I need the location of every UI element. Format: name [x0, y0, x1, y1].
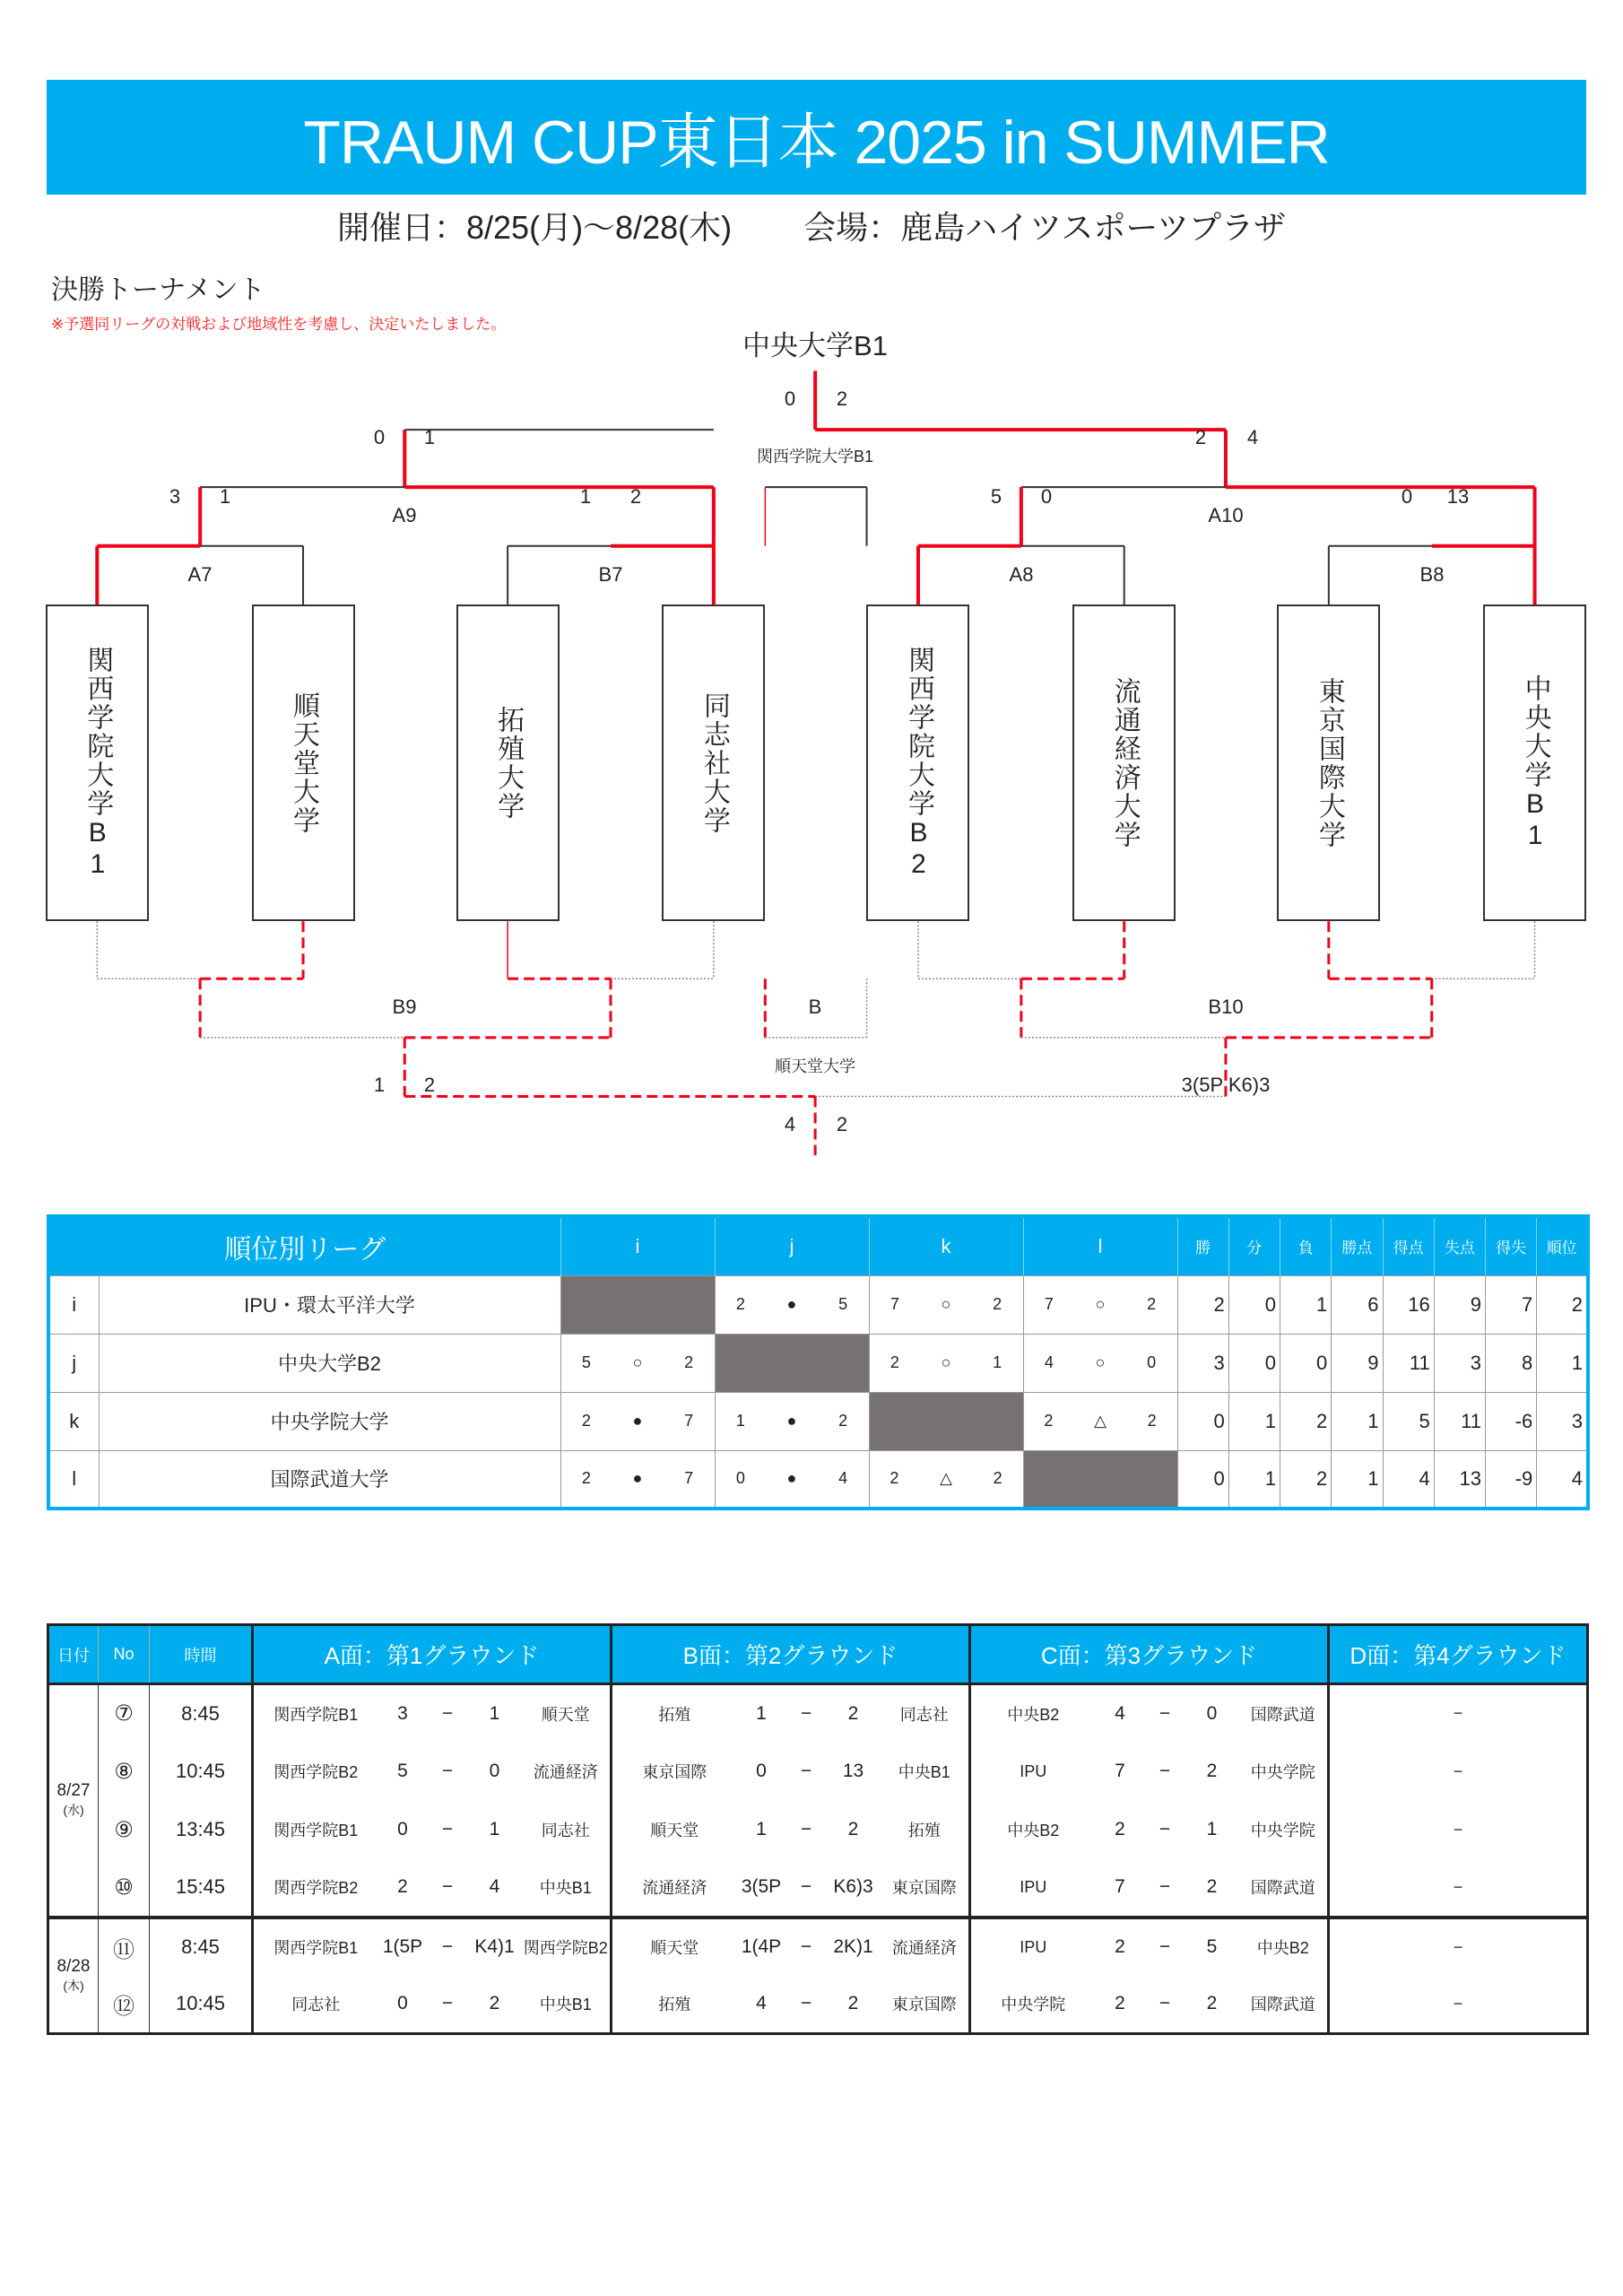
- match-label: B8: [1419, 562, 1445, 586]
- team-name: 関西学院大学B1: [82, 645, 113, 881]
- court-a-score-away: 0: [489, 1761, 500, 1781]
- score: 4: [784, 1112, 796, 1135]
- court-a-score-dash: −: [441, 1761, 454, 1781]
- court-c-score-dash: −: [1159, 1702, 1171, 1724]
- court-a-score-home: 0: [397, 1993, 408, 2014]
- schedule-row: [48, 1976, 1588, 2034]
- court-c-score-away: 2: [1206, 1761, 1218, 1781]
- court-a-team-away: 同志社: [541, 1822, 590, 1839]
- header-no: No: [99, 1625, 150, 1684]
- court-b-score-home: 1: [756, 1819, 767, 1839]
- stat-value: 1: [1537, 1334, 1588, 1392]
- team-box: [252, 604, 355, 921]
- court-a-team-away: 順天堂: [541, 1705, 590, 1724]
- day-of-week: (水): [63, 1803, 84, 1818]
- result-mark: ●: [632, 1412, 643, 1430]
- match-label: B10: [1208, 995, 1244, 1018]
- court-b-score-home: 4: [756, 1993, 767, 2014]
- stat-value: 1: [1332, 1450, 1383, 1509]
- schedule-row: [48, 1801, 1588, 1859]
- court-c-score-dash: −: [1145, 1918, 1185, 1976]
- court-b-score-home: 1(4P: [737, 1918, 786, 1976]
- match-label: A10: [1208, 503, 1244, 526]
- score: 2: [629, 484, 642, 508]
- stat-value: 2: [1280, 1392, 1332, 1450]
- court-d-match: −: [1329, 1684, 1588, 1743]
- result-mark: ○: [1095, 1295, 1106, 1313]
- self-cell: [715, 1334, 869, 1392]
- score-for: 0: [735, 1469, 745, 1488]
- score-for: 2: [1044, 1412, 1054, 1430]
- result-mark: ○: [941, 1295, 951, 1313]
- score-for: 7: [890, 1295, 899, 1313]
- league-row: [48, 1450, 1588, 1509]
- match-result: [1023, 1392, 1177, 1450]
- score: 13: [1446, 484, 1470, 508]
- court-c-team-away: 中央学院: [1250, 1822, 1315, 1839]
- match-label: B7: [598, 562, 623, 586]
- score-for: 4: [1044, 1353, 1054, 1371]
- match-result: [869, 1275, 1023, 1334]
- team-name: 中央学院大学: [99, 1392, 560, 1450]
- day-of-week: (木): [63, 1978, 84, 1993]
- court-a-team-away: 流通経済: [533, 1763, 598, 1781]
- court-c-score-away: 5: [1185, 1918, 1239, 1976]
- score-against: 2: [838, 1412, 848, 1430]
- court-b-score-home: 0: [756, 1761, 767, 1781]
- score-for: 2: [735, 1295, 745, 1313]
- court-a-score-home: 1(5P: [378, 1918, 428, 1976]
- court-b-score-home: 3(5P: [741, 1876, 782, 1897]
- opponent-header: k: [869, 1216, 1023, 1275]
- court-b-team-away: 流通経済: [881, 1918, 970, 1976]
- team-id: k: [48, 1392, 99, 1450]
- stat-value: 2: [1537, 1275, 1588, 1334]
- team-box: [1072, 604, 1176, 921]
- match-result: [715, 1275, 869, 1334]
- stat-value: 9: [1332, 1334, 1383, 1392]
- match-result: [869, 1334, 1023, 1392]
- court-c-score-away: 0: [1206, 1702, 1218, 1724]
- score: 1: [373, 1073, 386, 1096]
- score: 0: [373, 425, 386, 448]
- score: 2: [1194, 425, 1207, 448]
- court-c-team-home: 中央学院: [970, 1976, 1096, 2034]
- court-b-score-away: K6)3: [833, 1876, 873, 1897]
- score: 3: [169, 484, 181, 508]
- court-d-match: −: [1329, 1859, 1588, 1918]
- match-result: [560, 1392, 715, 1450]
- schedule-row: [48, 1918, 1588, 1976]
- court-a-score-dash: −: [441, 1819, 454, 1839]
- court-a-team-home: 関西学院B1: [253, 1801, 378, 1859]
- court-b-score-away: 2: [847, 1993, 859, 2014]
- score-against: 1: [993, 1353, 1002, 1371]
- stat-value: 7: [1486, 1275, 1537, 1334]
- stat-header: 失点: [1434, 1216, 1485, 1275]
- header-court-a: A面：第1グラウンド: [253, 1625, 612, 1684]
- match-number: ⑧: [99, 1743, 150, 1801]
- court-c-score-home: 2: [1115, 1993, 1125, 2014]
- team-name: 中央大学B1: [1520, 674, 1550, 852]
- stat-value: 2: [1177, 1275, 1228, 1334]
- stat-header: 得失: [1486, 1216, 1537, 1275]
- stat-value: 1: [1280, 1275, 1332, 1334]
- result-mark: ●: [786, 1295, 797, 1313]
- stat-value: 0: [1280, 1334, 1332, 1392]
- stat-value: 8: [1486, 1334, 1537, 1392]
- stat-header: 勝: [1177, 1216, 1228, 1275]
- stat-value: 9: [1434, 1275, 1485, 1334]
- court-c-team-home: IPU: [970, 1918, 1096, 1976]
- stat-value: 4: [1383, 1450, 1434, 1509]
- court-a-score-away: K4)1: [468, 1918, 522, 1976]
- court-c-team-home: IPU: [970, 1743, 1096, 1801]
- schedule-table: [47, 1623, 1589, 2035]
- score: 1: [423, 425, 436, 448]
- league-row: [48, 1392, 1588, 1450]
- court-c-score-home: 2: [1115, 1819, 1125, 1839]
- court-c-score-away: 2: [1206, 1876, 1218, 1897]
- court-a-team-away: 中央B1: [539, 1996, 592, 2014]
- stat-value: 11: [1383, 1334, 1434, 1392]
- court-b-team-away: 中央B1: [898, 1763, 950, 1781]
- court-c-score-home: 7: [1115, 1876, 1125, 1897]
- match-time: 10:45: [150, 1976, 253, 2034]
- court-c-score-dash: −: [1159, 1876, 1171, 1897]
- match-date: [48, 1684, 99, 1918]
- league-table: [47, 1214, 1590, 1510]
- score: 1: [579, 484, 592, 508]
- runner-up-name: 関西学院大学B1: [756, 447, 874, 465]
- score: 3(5P K6)3: [1181, 1073, 1271, 1096]
- court-c-score-dash: −: [1159, 1993, 1171, 2014]
- stat-header: 負: [1280, 1216, 1332, 1275]
- stat-value: -6: [1486, 1392, 1537, 1450]
- stat-value: 1: [1228, 1450, 1280, 1509]
- stat-value: 16: [1383, 1275, 1434, 1334]
- court-a-score-away: 4: [489, 1876, 500, 1897]
- score-for: 2: [581, 1412, 591, 1430]
- court-b-score-away: 2: [847, 1819, 859, 1839]
- match-result: [560, 1334, 715, 1392]
- score-against: 2: [1147, 1295, 1157, 1313]
- stat-value: 2: [1280, 1450, 1332, 1509]
- court-b-team-away: 東京国際: [891, 1879, 957, 1897]
- score: 2: [423, 1073, 436, 1096]
- match-result: [560, 1450, 715, 1509]
- stat-value: 3: [1177, 1334, 1228, 1392]
- court-b-score-dash: −: [800, 1876, 812, 1897]
- stat-value: 3: [1537, 1392, 1588, 1450]
- event-dates: 開催日：8/25(月)～8/28(木): [337, 209, 733, 246]
- team-box: [1277, 604, 1380, 921]
- court-a-team-home: 関西学院B1: [253, 1684, 378, 1743]
- stat-value: 13: [1434, 1450, 1485, 1509]
- team-box: [46, 604, 149, 921]
- league-row: [48, 1334, 1588, 1392]
- champion-name: 中央大学B1: [742, 330, 888, 361]
- match-result: [1023, 1334, 1177, 1392]
- court-a-score-home: 2: [397, 1876, 408, 1897]
- page-title: TRAUM CUP東日本 2025 in SUMMER: [303, 108, 1330, 177]
- team-box: [866, 604, 969, 921]
- stat-value: 11: [1434, 1392, 1485, 1450]
- court-a-team-home: 関西学院B2: [253, 1859, 378, 1918]
- date: 8/27: [56, 1781, 91, 1801]
- score-against: 4: [838, 1469, 848, 1488]
- team-id: i: [48, 1275, 99, 1334]
- stat-value: 1: [1228, 1392, 1280, 1450]
- match-result: [869, 1450, 1023, 1509]
- match-time: 13:45: [150, 1801, 253, 1859]
- court-b-team-home: 流通経済: [612, 1859, 737, 1918]
- header-date: 日付: [48, 1625, 99, 1684]
- stat-value: 1: [1332, 1392, 1383, 1450]
- schedule-row: [48, 1859, 1588, 1918]
- match-label: B9: [392, 995, 417, 1018]
- match-label: A8: [1009, 562, 1034, 586]
- team-name: 国際武道大学: [99, 1450, 560, 1509]
- stat-value: 0: [1228, 1334, 1280, 1392]
- court-a-score-dash: −: [441, 1702, 454, 1724]
- team-name: 関西学院大学B2: [903, 645, 933, 881]
- court-b-score-dash: −: [800, 1993, 812, 2014]
- stat-value: 0: [1177, 1392, 1228, 1450]
- court-a-score-home: 5: [397, 1761, 408, 1781]
- match-label: A9: [392, 503, 417, 526]
- court-b-team-home: 拓殖: [612, 1684, 737, 1743]
- team-id: j: [48, 1334, 99, 1392]
- court-a-team-away: 関西学院B2: [522, 1918, 612, 1976]
- court-a-score-away: 2: [489, 1993, 500, 2014]
- score: 0: [784, 387, 796, 410]
- court-b-team-home: 東京国際: [612, 1743, 737, 1801]
- header-court-d: D面：第4グラウンド: [1329, 1625, 1588, 1684]
- match-time: 10:45: [150, 1743, 253, 1801]
- court-a-score-away: 1: [489, 1819, 500, 1839]
- score-against: 2: [993, 1295, 1002, 1313]
- court-d-match: −: [1329, 1743, 1588, 1801]
- score-against: 7: [684, 1469, 694, 1488]
- court-c-team-home: IPU: [970, 1859, 1096, 1918]
- opponent-header: l: [1023, 1216, 1177, 1275]
- court-c-team-home: 中央B2: [970, 1801, 1096, 1859]
- court-c-score-home: 7: [1115, 1761, 1125, 1781]
- score-for: 1: [735, 1412, 745, 1430]
- match-number: ⑦: [99, 1684, 150, 1743]
- stat-value: 0: [1177, 1450, 1228, 1509]
- team-name: IPU・環太平洋大学: [99, 1275, 560, 1334]
- court-b-score-away: 13: [842, 1761, 864, 1781]
- stat-header: 分: [1228, 1216, 1280, 1275]
- score-against: 2: [993, 1469, 1002, 1488]
- court-a-team-away: 中央B1: [539, 1879, 592, 1897]
- court-a-score-dash: −: [441, 1993, 454, 2014]
- match-result: [1023, 1275, 1177, 1334]
- court-c-score-dash: −: [1159, 1761, 1171, 1781]
- match-time: 8:45: [150, 1918, 253, 1976]
- court-c-team-away: 国際武道: [1250, 1996, 1315, 2014]
- match-number: ⑩: [99, 1859, 150, 1918]
- league-row: [48, 1275, 1588, 1334]
- stat-header: 得点: [1383, 1216, 1434, 1275]
- court-b-score-dash: −: [786, 1918, 827, 1976]
- match-date: [48, 1918, 99, 2034]
- court-a-score-home: 0: [397, 1819, 408, 1839]
- court-a-score-home: 3: [397, 1702, 408, 1724]
- opponent-header: i: [560, 1216, 715, 1275]
- court-b-team-home: 拓殖: [612, 1976, 737, 2034]
- court-b-score-dash: −: [800, 1761, 812, 1781]
- court-a-score-dash: −: [428, 1918, 468, 1976]
- team-box: [456, 604, 560, 921]
- result-mark: ○: [1095, 1353, 1106, 1371]
- court-b-score-home: 1: [756, 1702, 767, 1724]
- team-name: 同志社大学: [699, 691, 729, 835]
- match-result: [715, 1450, 869, 1509]
- stat-header: 勝点: [1332, 1216, 1383, 1275]
- result-mark: ●: [632, 1469, 643, 1488]
- match-label: A7: [187, 562, 213, 586]
- court-a-team-home: 関西学院B2: [253, 1743, 378, 1801]
- match-number: ⑪: [99, 1918, 150, 1976]
- stat-value: 6: [1332, 1275, 1383, 1334]
- match-label: B: [808, 995, 822, 1018]
- team-name: 流通経済大学: [1109, 676, 1140, 849]
- court-c-score-dash: −: [1159, 1819, 1171, 1839]
- team-box: [1483, 604, 1586, 921]
- team-name: 東京国際大学: [1314, 676, 1344, 849]
- stat-value: -9: [1486, 1450, 1537, 1509]
- team-id: l: [48, 1450, 99, 1509]
- court-b-team-away: 東京国際: [891, 1996, 957, 2014]
- team-name: 拓殖大学: [493, 705, 524, 821]
- date: 8/28: [56, 1956, 91, 1976]
- self-cell: [560, 1275, 715, 1334]
- court-b-team-away: 同志社: [899, 1705, 949, 1724]
- schedule-row: [48, 1684, 1588, 1743]
- court-d-match: −: [1329, 1918, 1588, 1976]
- team-name: 順天堂大学: [289, 691, 319, 835]
- match-time: 15:45: [150, 1859, 253, 1918]
- score: 0: [1040, 484, 1053, 508]
- court-b-score-away: 2: [847, 1702, 859, 1724]
- third-place-name: 順天堂大学: [775, 1057, 855, 1075]
- team-name: 中央大学B2: [99, 1334, 560, 1392]
- header-time: 時間: [150, 1625, 253, 1684]
- court-a-team-home: 関西学院B1: [253, 1918, 378, 1976]
- result-mark: ●: [786, 1469, 797, 1488]
- match-time: 8:45: [150, 1684, 253, 1743]
- schedule-row: [48, 1743, 1588, 1801]
- match-result: [715, 1392, 869, 1450]
- score-for: 7: [1044, 1295, 1054, 1313]
- court-c-score-home: 2: [1096, 1918, 1145, 1976]
- stat-header: 順位: [1537, 1216, 1588, 1275]
- match-number: ⑫: [99, 1976, 150, 2034]
- self-cell: [869, 1392, 1023, 1450]
- score-against: 2: [1147, 1412, 1157, 1430]
- court-c-team-home: 中央B2: [970, 1684, 1096, 1743]
- score-for: 2: [581, 1469, 591, 1488]
- court-a-team-home: 同志社: [253, 1976, 378, 2034]
- score: 0: [1401, 484, 1413, 508]
- section-title: 決勝トーナメント: [51, 275, 265, 305]
- court-c-team-away: 中央B2: [1239, 1918, 1329, 1976]
- team-box: [662, 604, 765, 921]
- score: 5: [990, 484, 1002, 508]
- court-a-score-away: 1: [489, 1702, 500, 1724]
- score-against: 7: [684, 1412, 694, 1430]
- court-c-score-away: 1: [1206, 1819, 1218, 1839]
- header-court-c: C面：第3グラウンド: [970, 1625, 1329, 1684]
- court-b-score-away: 2K)1: [827, 1918, 881, 1976]
- stat-value: 4: [1537, 1450, 1588, 1509]
- event-venue: 会場：鹿島ハイツスポーツプラザ: [803, 209, 1286, 246]
- score-against: 0: [1147, 1353, 1157, 1371]
- result-mark: △: [1094, 1412, 1107, 1430]
- court-d-match: −: [1329, 1976, 1588, 2034]
- court-a-score-dash: −: [441, 1876, 454, 1897]
- court-b-team-home: 順天堂: [612, 1918, 737, 1976]
- result-mark: ○: [632, 1353, 643, 1371]
- stat-value: 3: [1434, 1334, 1485, 1392]
- score: 1: [219, 484, 231, 508]
- match-number: ⑨: [99, 1801, 150, 1859]
- header-court-b: B面：第2グラウンド: [612, 1625, 970, 1684]
- stat-value: 0: [1228, 1275, 1280, 1334]
- score-for: 2: [890, 1353, 899, 1371]
- court-c-team-away: 中央学院: [1250, 1763, 1315, 1781]
- court-d-match: −: [1329, 1801, 1588, 1859]
- score-for: 2: [890, 1469, 899, 1488]
- court-c-team-away: 国際武道: [1250, 1879, 1315, 1897]
- court-c-score-away: 2: [1206, 1993, 1218, 2014]
- result-mark: ○: [941, 1353, 951, 1371]
- result-mark: ●: [786, 1412, 797, 1430]
- opponent-header: j: [715, 1216, 869, 1275]
- score-against: 5: [838, 1295, 848, 1313]
- court-c-score-home: 4: [1115, 1702, 1125, 1724]
- score-for: 5: [581, 1353, 591, 1371]
- court-c-team-away: 国際武道: [1250, 1705, 1315, 1724]
- tournament-note: ※予選同リーグの対戦および地域性を考慮し、決定いたしました。: [51, 316, 507, 333]
- court-b-team-away: 拓殖: [907, 1822, 941, 1839]
- court-b-team-home: 順天堂: [612, 1801, 737, 1859]
- result-mark: △: [940, 1469, 952, 1488]
- stat-value: 5: [1383, 1392, 1434, 1450]
- court-b-score-dash: −: [800, 1819, 812, 1839]
- league-title: 順位別リーグ: [48, 1216, 560, 1275]
- score: 2: [836, 1112, 848, 1135]
- self-cell: [1023, 1450, 1177, 1509]
- court-b-score-dash: −: [800, 1702, 812, 1724]
- score-against: 2: [684, 1353, 694, 1371]
- score: 4: [1246, 425, 1259, 448]
- score: 2: [836, 387, 848, 410]
